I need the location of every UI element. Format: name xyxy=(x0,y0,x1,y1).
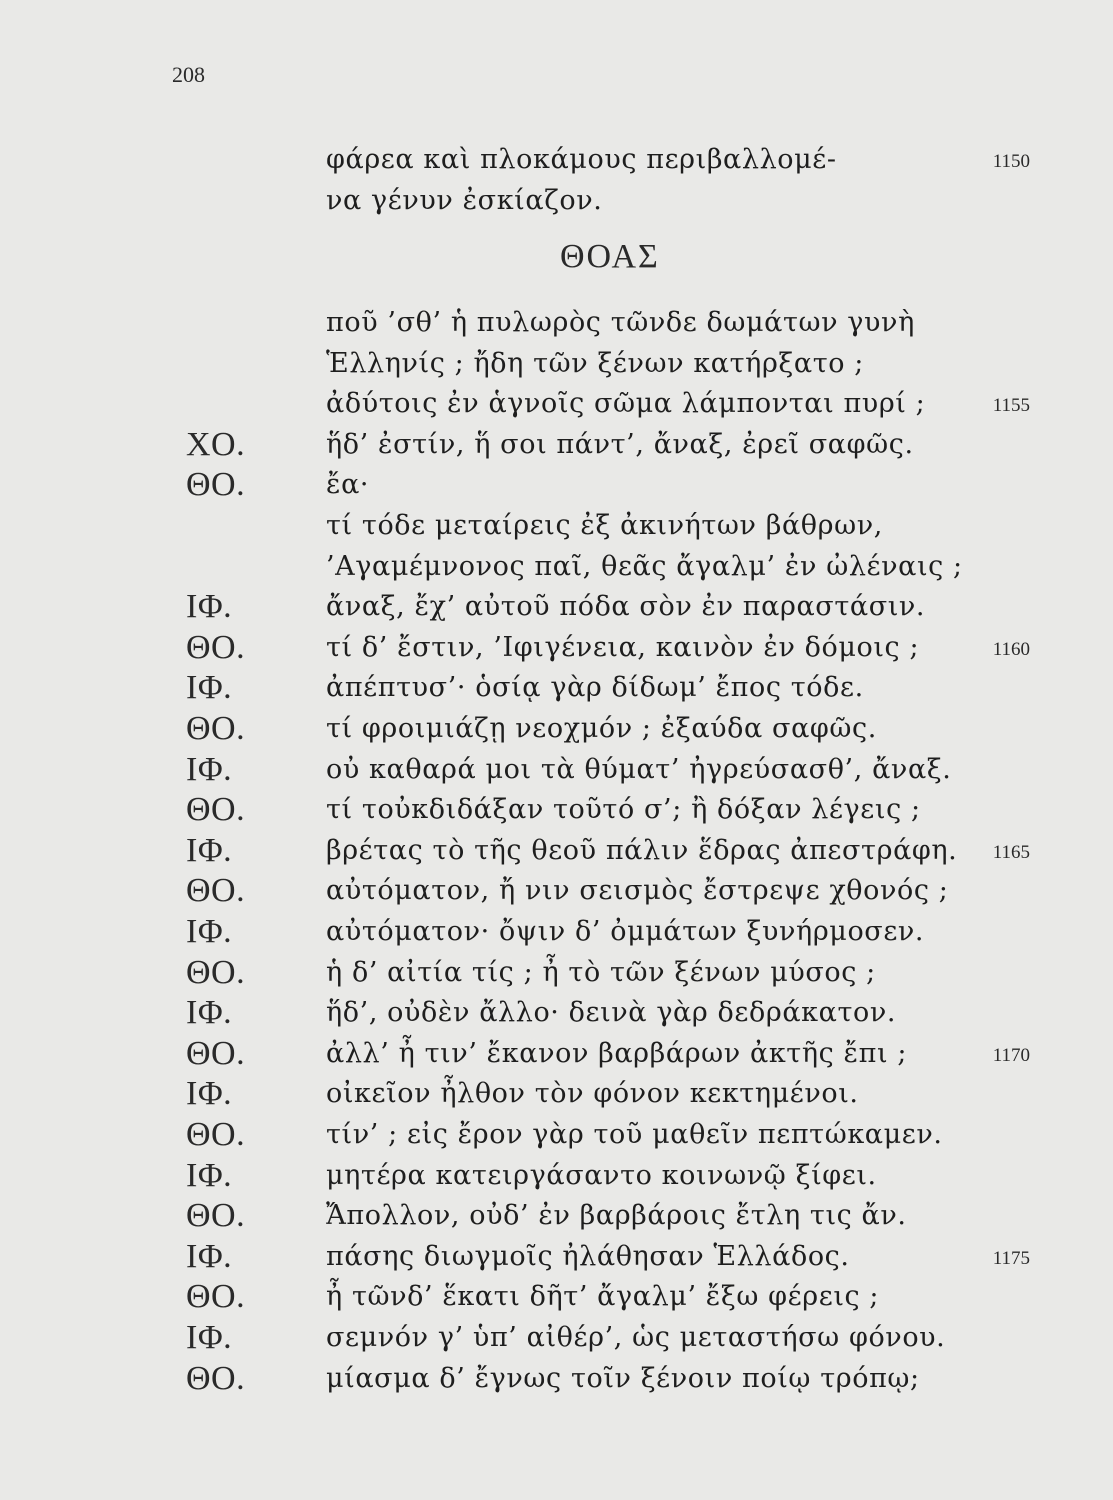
verse-text: οὐ καθαρά μοι τὰ θύματ’ ἠγρεύσασθ’, ἄναξ. xyxy=(326,753,952,785)
speaker-heading: ΘΟΑΣ xyxy=(560,238,660,275)
speaker-label: ΧΟ. xyxy=(186,425,246,463)
verse-text: Ἄπολλον, οὐδ’ ἐν βαρβάροις ἔτλη τις ἄν. xyxy=(326,1200,907,1232)
verse-text: ἦ τῶνδ’ ἕκατι δῆτ’ ἄγαλμ’ ἔξω φέρεις ; xyxy=(326,1281,880,1313)
verse-text: φάρεα καὶ πλοκάμους περιβαλλομέ- xyxy=(326,144,837,175)
verse-text: ἥδ’ ἐστίν, ἥ σοι πάντ’, ἄναξ, ἐρεῖ σαφῶς. xyxy=(326,428,914,460)
speaker-label: ΙΦ. xyxy=(186,913,233,950)
verse-text: ἀδύτοις ἐν ἁγνοῖς σῶμα λάμπονται πυρί ; xyxy=(326,388,926,420)
dialogue-line xyxy=(0,1034,1113,1074)
verse-text: ἔα· xyxy=(326,469,370,501)
verse-text: τί φροιμιάζῃ νεοχμόν ; ἐξαύδα σαφῶς. xyxy=(326,713,877,744)
verse-text: ἀπέπτυσ’· ὁσίᾳ γὰρ δίδωμ’ ἔπος τόδε. xyxy=(326,672,864,704)
dialogue-line xyxy=(0,709,1113,749)
speaker-label: ΙΦ. xyxy=(186,1156,233,1194)
dialogue-line xyxy=(0,384,1113,424)
verse-text: βρέτας τὸ τῆς θεοῦ πάλιν ἕδρας ἀπεστράφη. xyxy=(326,834,958,866)
verse-text: μίασμα δ’ ἔγνως τοῖν ξένοιν ποίῳ τρόπῳ; xyxy=(326,1362,920,1394)
verse-text: μητέρα κατειργάσαντο κοινωνῷ ξίφει. xyxy=(326,1159,877,1191)
speaker-label: ΙΦ. xyxy=(186,750,233,788)
verse-text: σεμνόν γ’ ὑπ’ αἰθέρ’, ὡς μεταστήσω φόνου. xyxy=(326,1322,946,1353)
dialogue-line xyxy=(0,1237,1113,1277)
verse-text: αὐτόματον, ἤ νιν σεισμὸς ἔστρεψε χθονός ; xyxy=(326,875,949,907)
verse-text: τίν’ ; εἰς ἔρον γὰρ τοῦ μαθεῖν πεπτώκαμεν. xyxy=(326,1119,943,1150)
verse-text: οἰκεῖον ἦλθον τὸν φόνον κεκτημένοι. xyxy=(326,1078,859,1110)
speaker-label: ΘΟ. xyxy=(186,1359,246,1397)
verse-text: να γένυν ἐσκίαζον. xyxy=(326,184,603,216)
dialogue-line xyxy=(0,547,1113,587)
dialogue-line xyxy=(0,912,1113,952)
line-number: 1175 xyxy=(992,1247,1030,1269)
speaker-label: ΘΟ. xyxy=(186,953,246,991)
speaker-label: ΘΟ. xyxy=(186,872,246,910)
dialogue-line xyxy=(0,465,1113,505)
speaker-label: ΘΟ. xyxy=(186,1116,246,1153)
verse-text: τί δ’ ἔστιν, ’Ιφιγένεια, καινὸν ἐν δόμοις ; xyxy=(326,631,920,663)
page-number: 208 xyxy=(172,62,205,87)
verse-text: ἀλλ’ ἦ τιν’ ἔκανον βαρβάρων ἀκτῆς ἔπι ; xyxy=(326,1037,908,1069)
dialogue-line xyxy=(0,871,1113,911)
dialogue-line xyxy=(0,1196,1113,1236)
dialogue-line xyxy=(0,425,1113,465)
speaker-label: ΘΟ. xyxy=(186,1197,246,1235)
dialogue-line xyxy=(0,953,1113,993)
dialogue-line xyxy=(0,303,1113,343)
dialogue-line xyxy=(0,790,1113,830)
line-number: 1155 xyxy=(992,395,1030,417)
dialogue-line xyxy=(0,344,1113,384)
speaker-label: ΙΦ. xyxy=(186,588,233,626)
opening-line xyxy=(0,181,1113,221)
speaker-label: ΙΦ. xyxy=(186,669,233,707)
verse-text: Ἑλληνίς ; ἤδη τῶν ξένων κατήρξατο ; xyxy=(326,347,864,379)
speaker-label: ΘΟ. xyxy=(186,628,246,666)
dialogue-line xyxy=(0,1277,1113,1317)
line-number: 1150 xyxy=(992,151,1030,172)
dialogue-line xyxy=(0,587,1113,627)
verse-text: ἡ δ’ αἰτία τίς ; ἦ τὸ τῶν ξένων μύσος ; xyxy=(326,956,876,988)
verse-text: ἄναξ, ἔχ’ αὐτοῦ πόδα σὸν ἐν παραστάσιν. xyxy=(326,591,926,623)
dialogue-line xyxy=(0,628,1113,668)
dialogue-line xyxy=(0,1318,1113,1358)
verse-text: τί τοὐκδιδάξαν τοῦτό σ’; ἢ δόξαν λέγεις ; xyxy=(326,794,921,826)
dialogue-line xyxy=(0,993,1113,1033)
speaker-label: ΘΟ. xyxy=(186,791,246,829)
dialogue-line xyxy=(0,668,1113,708)
dialogue-line xyxy=(0,1074,1113,1114)
speaker-label: ΙΦ. xyxy=(186,1319,233,1356)
dialogue-line xyxy=(0,750,1113,790)
line-number: 1170 xyxy=(992,1044,1030,1066)
speaker-label: ΘΟ. xyxy=(186,710,246,747)
verse-text: αὐτόματον· ὄψιν δ’ ὀμμάτων ξυνήρμοσεν. xyxy=(326,916,925,947)
verse-text: ποῦ ’σθ’ ἡ πυλωρὸς τῶνδε δωμάτων γυνὴ xyxy=(326,307,915,338)
dialogue-line xyxy=(0,1115,1113,1155)
dialogue-line xyxy=(0,1359,1113,1399)
dialogue-line xyxy=(0,506,1113,546)
line-number: 1160 xyxy=(992,638,1030,660)
verse-text: τί τόδε μεταίρεις ἐξ ἀκινήτων βάθρων, xyxy=(326,510,883,541)
speaker-label: ΙΦ. xyxy=(186,1075,233,1113)
verse-text: ’Αγαμέμνονος παῖ, θεᾶς ἄγαλμ’ ἐν ὠλέναις ; xyxy=(326,550,963,582)
opening-line xyxy=(0,140,1113,180)
speaker-label: ΘΟ. xyxy=(186,1034,246,1072)
verse-text: πάσης διωγμοῖς ἠλάθησαν Ἑλλάδος. xyxy=(326,1240,850,1272)
speaker-label: ΘΟ. xyxy=(186,1278,246,1316)
line-number: 1165 xyxy=(992,841,1030,863)
dialogue-line xyxy=(0,831,1113,871)
speaker-label: ΙΦ. xyxy=(186,1237,233,1275)
speaker-label: ΙΦ. xyxy=(186,831,233,869)
speaker-label: ΙΦ. xyxy=(186,994,233,1032)
dialogue-line xyxy=(0,1156,1113,1196)
verse-text: ἥδ’, οὐδὲν ἄλλο· δεινὰ γὰρ δεδράκατον. xyxy=(326,997,897,1029)
speaker-label: ΘΟ. xyxy=(186,466,246,504)
